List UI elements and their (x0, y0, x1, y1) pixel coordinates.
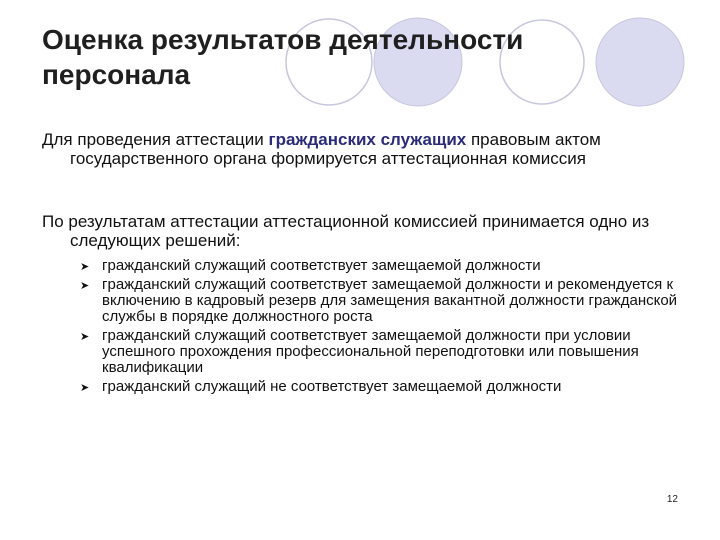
paragraph-decisions-intro: По результатам аттестации аттестационной комиссией принимается одно из следующих решений: (42, 212, 650, 250)
list-item-text: гражданский служащий соответствует замещаемой должности при условии успешного прохождения профессиональной переподготовки или повышения квалификации (102, 327, 639, 376)
list-item-text: гражданский служащий не соответствует замещаемой должности (102, 378, 562, 395)
arrowhead-right-icon: ➤ (80, 280, 90, 292)
list-item (80, 379, 680, 395)
highlight-civil-servants: гражданских служащих (268, 130, 467, 149)
decisions-list (80, 258, 680, 398)
page-number: 12 (666, 494, 678, 505)
list-item (80, 277, 680, 325)
title-line-1: Оценка результатов деятельности (42, 24, 524, 55)
title-line-2: персонала (42, 59, 191, 90)
list-item-text: гражданский служащий соответствует замещаемой должности (102, 257, 541, 274)
paragraph-commission (42, 130, 700, 168)
slide-title (42, 22, 642, 92)
paragraph-commission-start: Для проведения аттестации (42, 130, 269, 149)
arrowhead-right-icon: ➤ (80, 331, 90, 343)
list-item (80, 258, 680, 274)
arrowhead-right-icon: ➤ (80, 382, 90, 394)
arrowhead-right-icon: ➤ (80, 261, 90, 273)
paragraph-commission-end: правовым актом государственного органа формируется аттестационная комиссия (70, 130, 601, 168)
list-item (80, 328, 680, 376)
list-item-text: гражданский служащий соответствует замещаемой должности и рекомендуется к включению в кадровый резерв для замещения вакантной должности гражданской службы в порядке должностного роста (102, 276, 678, 325)
